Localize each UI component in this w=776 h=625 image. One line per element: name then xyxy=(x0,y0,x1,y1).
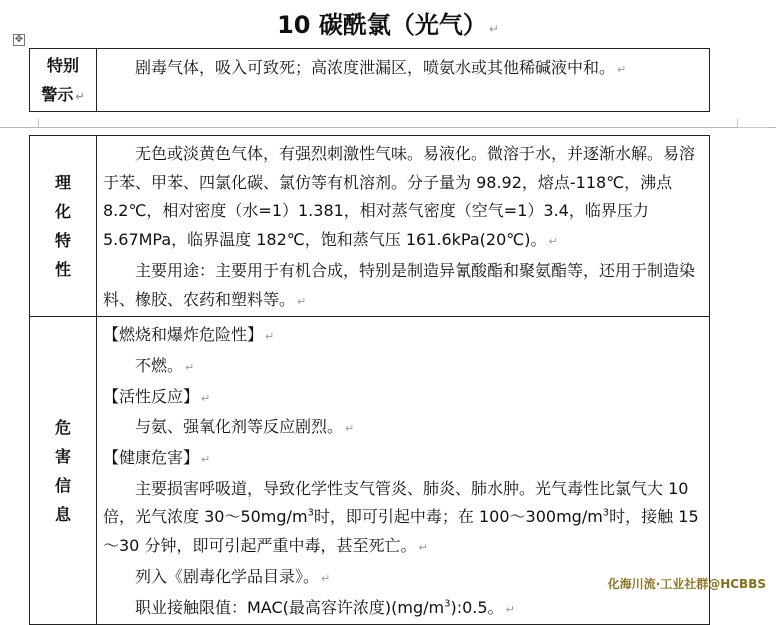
hazards-label-cell xyxy=(30,317,97,625)
info-table xyxy=(29,135,710,625)
hazards-label-char: 害 xyxy=(54,446,71,466)
document-title xyxy=(0,6,776,44)
hazards-label-char: 息 xyxy=(54,504,71,524)
reactivity-heading: 【活性反应】 ↵ xyxy=(103,386,211,406)
warning-text-cell xyxy=(97,49,710,112)
listed-text: 列入《剧毒化学品目录》。 ↵ xyxy=(135,566,331,586)
fire-text: 不燃。 ↵ xyxy=(135,355,195,375)
hazards-label-char: 信 xyxy=(54,475,71,495)
title-text: 10 碳酰氯（光气） xyxy=(277,11,487,39)
warning-label-line1: 特别 xyxy=(46,56,79,75)
warning-label-line2: 警示 ↵ xyxy=(41,85,85,104)
properties-label-char: 理 xyxy=(54,173,71,193)
page-corner-right xyxy=(737,119,768,128)
properties-label-char: 化 xyxy=(54,202,71,222)
health-heading: 【健康危害】 ↵ xyxy=(103,448,211,468)
properties-text-cell xyxy=(97,136,710,317)
exposure-limit-text: 职业接触限值：MAC(最高容许浓度)$(mg/m^3):0.5$。 ↵ xyxy=(135,597,515,617)
table-move-handle-icon[interactable]: ✥ xyxy=(14,34,24,45)
warning-label-cell xyxy=(30,49,97,112)
page-break-line xyxy=(0,127,776,128)
properties-label-char: 特 xyxy=(54,231,71,251)
properties-paragraph: 无色或淡黄色气体，有强烈刺激性气味。易液化。微溶于水，并逐渐水解。易溶于苯、甲苯、四氯化碳、氯仿等有机溶剂。分子量为 98.92，熔点-118℃，沸点 8.2℃，相对密度（水=1）1.381，相对蒸气密度（空气=1）3.4，临界压力 5.67MPa，临界温度 182℃，饱和蒸气压 161.6kPa(20℃)。 ↵ xyxy=(103,144,696,250)
watermark: 化海川流·工业社群@HCBBS xyxy=(607,577,766,591)
health-text: 主要损害呼吸道，导致化学性支气管炎、肺炎、肺水肿。光气毒性比氯气大 10 倍，光气浓度 $30\sim 50mg/m^3$时，即可引起中毒；在 $100\sim 300mg/m^3$时，接触 15～30 分钟，即可引起严重中毒，甚至死亡。 ↵ xyxy=(103,478,699,556)
paragraph-mark: ↵ xyxy=(488,22,499,36)
reactivity-text: 与氨、强氧化剂等反应剧烈。 ↵ xyxy=(135,417,355,437)
properties-label-cell xyxy=(30,136,97,317)
warning-text: 剧毒气体，吸入可致死；高浓度泄漏区，喷氨水或其他稀碱液中和。 ↵ xyxy=(135,58,627,77)
usage-paragraph: 主要用途：主要用于有机合成，特别是制造异氰酸酯和聚氨酯等，还用于制造染料、橡胶、农药和塑料等。 ↵ xyxy=(103,260,696,309)
warning-table xyxy=(29,48,710,112)
page-break-indicator xyxy=(0,113,776,131)
properties-label-char: 性 xyxy=(54,260,71,280)
hazards-label-char: 危 xyxy=(54,417,71,437)
fire-heading: 【燃烧和爆炸危险性】 ↵ xyxy=(103,325,275,345)
